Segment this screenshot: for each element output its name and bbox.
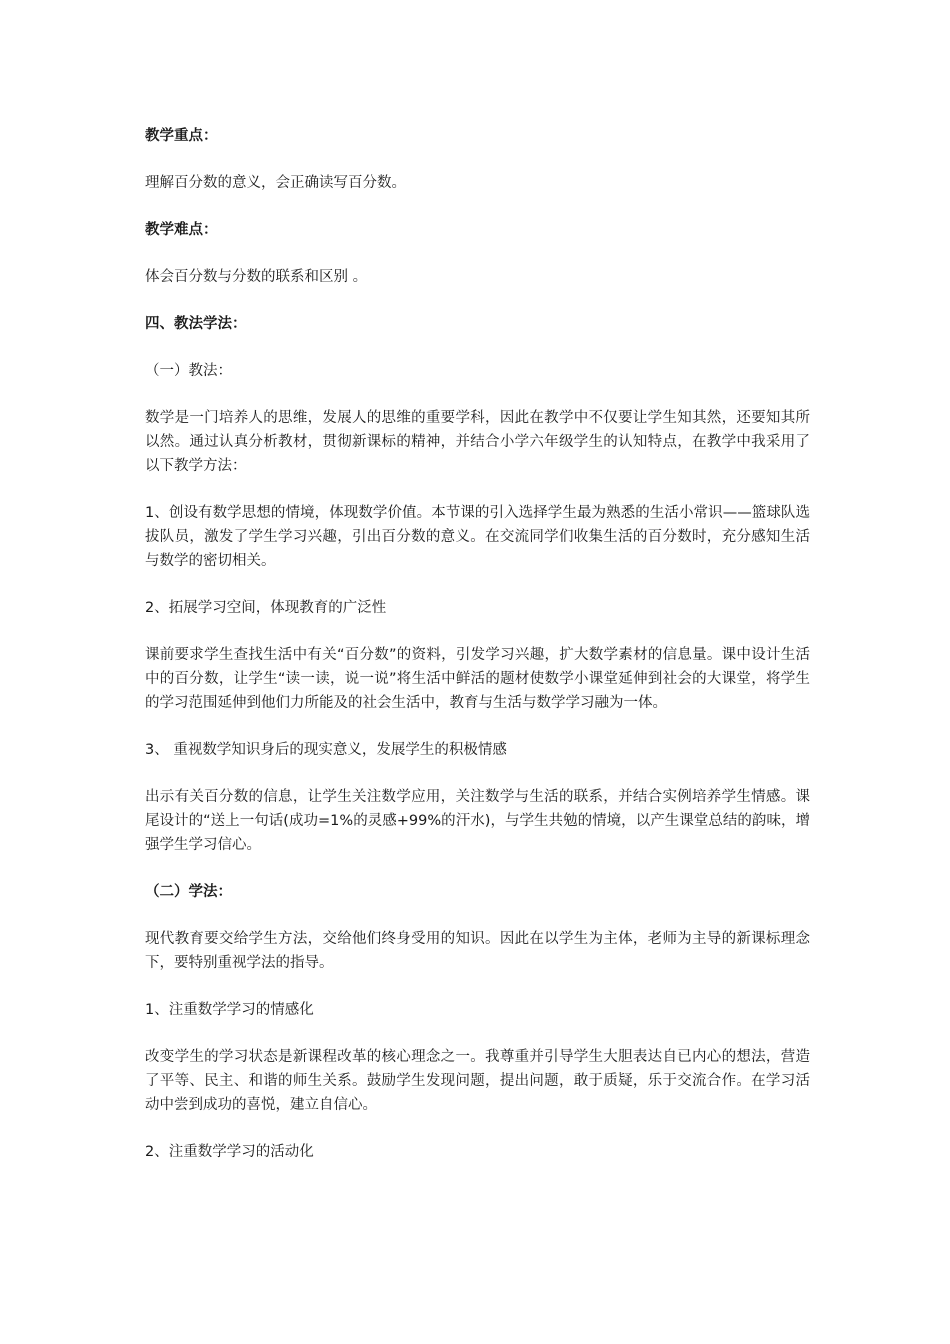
paragraph-method-2: 课前要求学生查找生活中有关“百分数”的资料，引发学习兴趣，扩大数学素材的信息量。课中设计生活中的百分数，让学生“读一读，说一说”将生活中鲜活的题材使数学小课堂延伸到社会的大课堂，将学生的学习范围延伸到他们力所能及的社会生活中，教育与生活与数学学习融为一体。 xyxy=(145,647,810,711)
paragraph-teaching-difficulty-content: 体会百分数与分数的联系和区别 。 xyxy=(145,269,368,285)
paragraph-method-3: 出示有关百分数的信息，让学生关注数学应用，关注数学与生活的联系，并结合实例培养学生情感。课尾设计的“送上一句话(成功=1%的灵感+99%的汗水)，与学生共勉的情境，以产生课堂总结的韵味，增强学生学习信心。 xyxy=(145,789,810,853)
item-heading-method-3: 3、 重视数学知识身后的现实意义，发展学生的积极情感 xyxy=(145,742,507,758)
heading-section-four: 四、教法学法： xyxy=(145,316,247,332)
paragraph-teaching-focus-content: 理解百分数的意义，会正确读写百分数。 xyxy=(145,175,406,191)
item-heading-learning-1: 1、注重数学学习的情感化 xyxy=(145,1002,314,1018)
item-heading-method-2: 2、拓展学习空间，体现教育的广泛性 xyxy=(145,600,387,616)
heading-teaching-focus: 教学重点： xyxy=(145,128,218,144)
subheading-teaching-method: （一）教法： xyxy=(145,363,232,379)
heading-teaching-difficulty: 教学难点： xyxy=(145,222,218,238)
paragraph-learning-1: 改变学生的学习状态是新课程改革的核心理念之一。我尊重并引导学生大胆表达自已内心的想法，营造了平等、民主、和谐的师生关系。鼓励学生发现问题，提出问题，敢于质疑，乐于交流合作。在学习活动中尝到成功的喜悦，建立自信心。 xyxy=(145,1049,810,1113)
item-heading-learning-2: 2、注重数学学习的活动化 xyxy=(145,1144,314,1160)
document-body xyxy=(145,124,810,1187)
paragraph-method-1: 1、创设有数学思想的情境，体现数学价值。本节课的引入选择学生最为熟悉的生活小常识——篮球队选拔队员，激发了学生学习兴趣，引出百分数的意义。在交流同学们收集生活的百分数时，充分感知生活与数学的密切相关。 xyxy=(145,505,810,569)
paragraph-method-intro: 数学是一门培养人的思维，发展人的思维的重要学科，因此在教学中不仅要让学生知其然，还要知其所以然。通过认真分析教材，贯彻新课标的精神，并结合小学六年级学生的认知特点，在教学中我采用了以下教学方法： xyxy=(145,410,810,474)
paragraph-learning-intro: 现代教育要交给学生方法，交给他们终身受用的知识。因此在以学生为主体，老师为主导的新课标理念下，要特别重视学法的指导。 xyxy=(145,931,810,971)
subheading-learning-method: （二）学法： xyxy=(145,884,232,900)
